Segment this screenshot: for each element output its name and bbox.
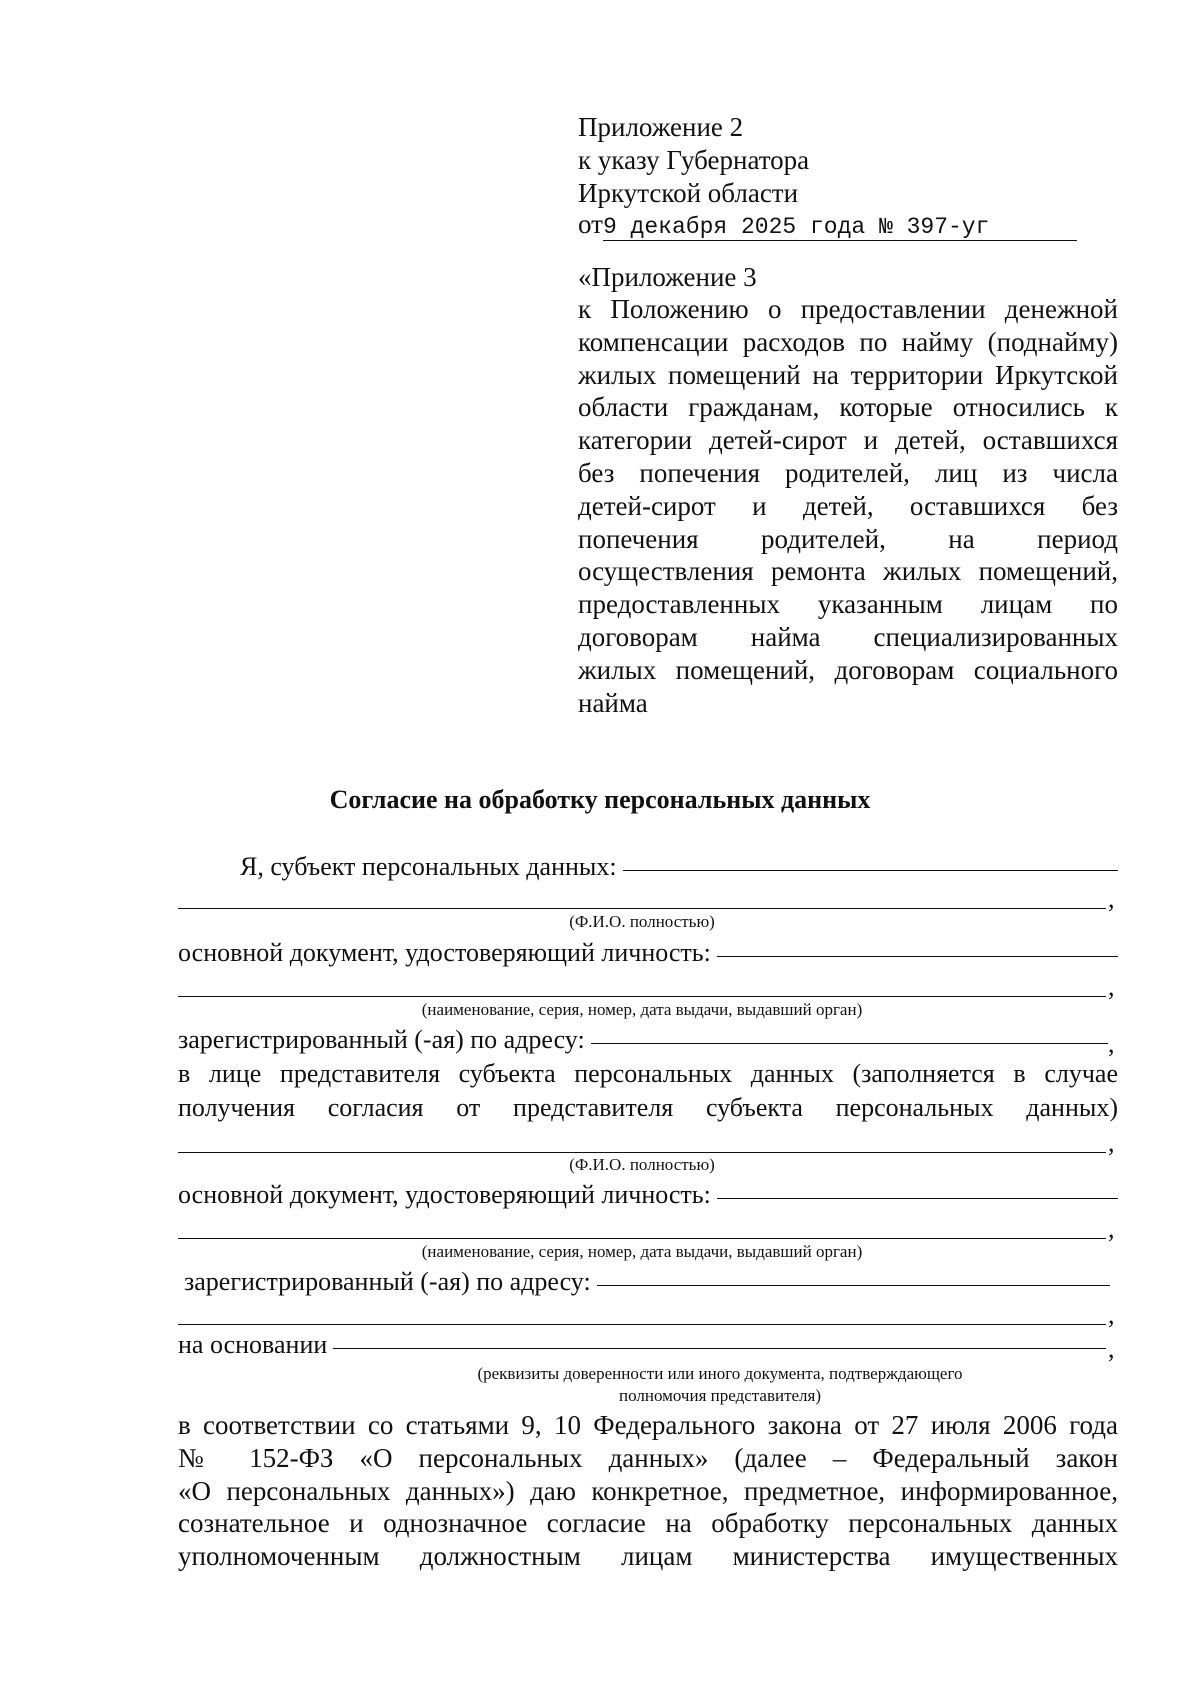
identity-doc-input-cont[interactable]	[178, 996, 1106, 997]
basis-label: на основании	[178, 1330, 328, 1359]
comma: ,	[1108, 1300, 1115, 1329]
representative-fio-caption: (Ф.И.О. полностью)	[569, 1155, 715, 1174]
representative-address-input-cont[interactable]	[178, 1324, 1106, 1325]
body-line: уполномоченным должностным лицам министерства имущественных	[178, 1541, 1118, 1571]
region-name: Иркутской области	[578, 178, 799, 208]
sub-appendix-line: к Положению о предоставлении денежной	[578, 294, 1118, 324]
body-line: № 152-ФЗ «О персональных данных» (далее – Федеральный закон	[178, 1443, 1118, 1473]
representative-doc-field	[178, 1180, 1118, 1210]
representative-name-input[interactable]	[178, 1152, 1106, 1153]
address-label: зарегистрированный (-ая) по адресу:	[178, 1025, 585, 1054]
representative-doc-input-cont[interactable]	[178, 1238, 1106, 1239]
sub-appendix-line: договорам найма специализированных	[578, 622, 1118, 652]
comma: ,	[1108, 1128, 1115, 1157]
comma: ,	[1108, 1334, 1115, 1363]
sub-appendix-line: категории детей-сирот и детей, оставшихся	[578, 425, 1118, 455]
sub-appendix-line: предоставленных указанным лицам по	[578, 589, 1118, 619]
identity-doc-caption: (наименование, серия, номер, дата выдачи, выдавший орган)	[421, 1000, 863, 1019]
representative-text-line: в лице представителя субъекта персональных данных (заполняется в случае	[178, 1059, 1118, 1088]
comma: ,	[1108, 972, 1115, 1001]
sub-appendix-line: детей-сирот и детей, оставшихся без	[578, 491, 1118, 521]
representative-address-input[interactable]	[597, 1285, 1110, 1286]
subject-name-input-cont[interactable]	[178, 908, 1106, 909]
comma: ,	[1108, 884, 1115, 913]
subject-field	[240, 852, 1118, 882]
basis-field	[178, 1330, 1106, 1360]
comma: ,	[1108, 1029, 1115, 1058]
decree-reference: к указу Губернатора	[578, 145, 810, 175]
decree-date-value: 9 декабря 2025 года № 397-уг	[603, 214, 1077, 241]
subject-label: Я, субъект персональных данных:	[240, 852, 617, 881]
basis-caption: полномочия представителя)	[618, 1386, 822, 1405]
representative-address-field	[184, 1267, 1118, 1297]
identity-doc-label: основной документ, удостоверяющий личность:	[178, 938, 711, 967]
comma: ,	[1108, 1214, 1115, 1243]
representative-address-label: зарегистрированный (-ая) по адресу:	[184, 1267, 591, 1296]
sub-appendix-line: компенсации расходов по найму (поднайму)	[578, 327, 1118, 357]
representative-text-line: получения согласия от представителя субъекта персональных данных)	[178, 1093, 1118, 1122]
decree-date-line	[578, 209, 1077, 241]
body-line: в соответствии со статьями 9, 10 Федерального закона от 27 июля 2006 года	[178, 1410, 1118, 1440]
sub-appendix-line: жилых помещений на территории Иркутской	[578, 360, 1118, 390]
sub-appendix-line: жилых помещений, договорам социального	[578, 655, 1118, 685]
appendix-number: Приложение 2	[578, 112, 744, 142]
representative-doc-input[interactable]	[717, 1198, 1118, 1199]
identity-doc-field	[178, 938, 1118, 968]
body-line: сознательное и однозначное согласие на обработку персональных данных	[178, 1508, 1118, 1538]
document-title: Согласие на обработку персональных данных	[329, 785, 871, 814]
representative-doc-caption: (наименование, серия, номер, дата выдачи, выдавший орган)	[421, 1242, 863, 1261]
representative-doc-label: основной документ, удостоверяющий личность:	[178, 1180, 711, 1209]
basis-input[interactable]	[333, 1348, 1106, 1349]
sub-appendix-line: осуществления ремонта жилых помещений,	[578, 556, 1118, 586]
identity-doc-input[interactable]	[717, 956, 1118, 957]
sub-appendix-line: области гражданам, которые относились к	[578, 392, 1118, 422]
date-prefix: от	[578, 209, 603, 239]
sub-appendix-line: без попечения родителей, лиц из числа	[578, 458, 1118, 488]
body-line: «О персональных данных») даю конкретное, предметное, информированное,	[178, 1476, 1118, 1506]
sub-appendix-last-line: найма	[578, 688, 648, 718]
sub-appendix-number: «Приложение 3	[578, 262, 757, 292]
sub-appendix-line: попечения родителей, на период	[578, 524, 1118, 554]
basis-caption: (реквизиты доверенности или иного документа, подтверждающего	[477, 1364, 963, 1383]
address-input[interactable]	[591, 1043, 1108, 1044]
subject-name-input[interactable]	[623, 870, 1118, 871]
fio-caption: (Ф.И.О. полностью)	[569, 912, 715, 931]
address-field	[178, 1025, 1108, 1055]
